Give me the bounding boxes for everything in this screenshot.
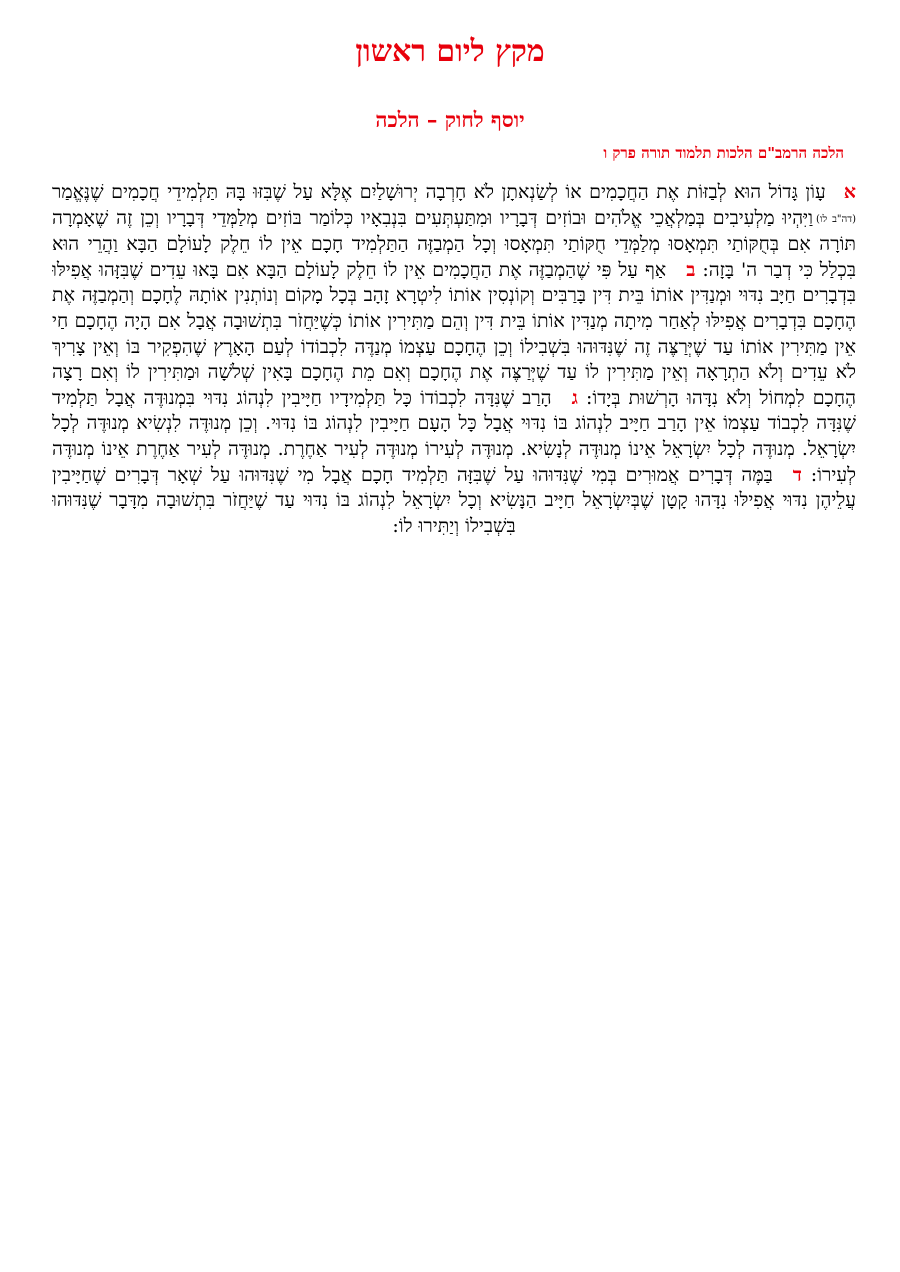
halacha-text-dalet: בַּמֶּה דְּבָרִים אֲמוּרִים בְּמִי שֶׁנִּדּוּהוּ עַל שֶׁבִּזָּה תַּלְמִיד חָכָם אֲבָל מִי שֶׁנִּדּוּהוּ עַל שְׁאָר דְּבָרִים שֶׁחַיָּיבִין עֲלֵיהֶן נִדּוּי אֲפִילּוּ נִדָּהוּ קָטָן שֶׁבְּיִשְׂרָאֵל חַיָּיב הַנָּשִׂיא וְכָל יִשְׂרָאֵל לִנְהוֹג בּוֹ נִדּוּי עַד שֶׁיַּחֲזֹר בִּתְשׁוּבָה מִדָּבָר שֶׁנִּדּוּהוּ בִּשְׁבִילוֹ וְיַתִּירוּ לוֹ: bbox=[52, 463, 856, 537]
source-reference: הלכה הרמב"ם הלכות תלמוד תורה פרק ו bbox=[603, 144, 844, 162]
halacha-marker-aleph: א bbox=[843, 181, 856, 203]
halacha-marker-gimel: ג bbox=[571, 386, 578, 409]
halacha-text-aleph-part1: עָוֹן גָּדוֹל הוּא לְבַזּוֹת אֶת הַחֲכָמִים אוֹ לְשַׂנְאתָן לֹא חָרְבָה יְרוּשָׁלַיִם אֶלָּא עַל שֶׁבִּזּוּ בָּהּ תַּלְמִידֵי חֲכָמִים שֶׁנֶּאֱמַר bbox=[52, 181, 826, 203]
halacha-text-gimel: הָרַב שֶׁנִּדָּה לִכְבוֹדוֹ כָּל תַּלְמִידָיו חַיָּיבִין לִנְהוֹג נִדּוּי בִּמְנוּדֶּה אֲבָל תַּלְמִיד שֶׁנִּדָּה לִכְבוֹד עַצְמוֹ אֵין הָרַב חַיָּיב לִנְהוֹג בּוֹ נִדּוּי אֲבָל כָּל הָעָם חַיָּיבִין לִנְהוֹג בּוֹ נִדּוּי. וְכֵן מְנוּדֶּה לִנְשִׂיא מְנוּדֶּה לְכָל יִשְׂרָאֵל. מְנוּדֶּה לְכָל יִשְׂרָאֵל אֵינוֹ מְנוּדֶּה לְנָשִׂיא. מְנוּדֶּה לְעִירוֹ מְנוּדֶּה לְעִיר אַחֶרֶת. מְנוּדֶּה לְעִיר אַחֶרֶת אֵינוֹ מְנוּדֶּה לְעִירוֹ: bbox=[52, 386, 856, 486]
page-title: מקץ ליום ראשון bbox=[355, 34, 545, 69]
halacha-text-block bbox=[52, 180, 856, 640]
halacha-text-aleph-part2: וַיִּהְיוּ מַלְעִיבִים בְּמַלְאֲכֵי אֱלֹהִים וּבוֹזִים דְּבָרָיו וּמִתַּעְתְּעִים בִּנְבִאָיו כְּלוֹמַר בּוֹזִים מְלַמְּדֵי דְּבָרָיו וְכֵן זֶה שֶׁאָמְרָה תּוֹרָה אִם בְּחֻקּוֹתַי תִּמְאָסוּ מְלַמְּדֵי חֻקּוֹתַי תִּמְאָסוּ וְכָל הַמְבַזֶּה הַתַּלְמִיד חָכָם אֵין לוֹ חֵלֶק לָעוֹלָם הַבָּא וַהֲרֵי הוּא בִּכְלַל כִּי דְבַר ה' בָּזָה: bbox=[52, 206, 856, 281]
verse-reference: (דה"ב לו) bbox=[816, 213, 856, 225]
halacha-marker-bet: ב bbox=[686, 258, 696, 281]
halacha-marker-dalet: ד bbox=[792, 463, 802, 486]
section-subtitle: יוסף לחוק – הלכה bbox=[375, 107, 525, 132]
halacha-text-bet: אַף עַל פִּי שֶׁהַמְבַזֶּה אֶת הַחֲכָמִים אֵין לוֹ חֵלֶק לָעוֹלָם הַבָּא אִם בָּאוּ עֵדִים שֶׁבִּזָּהוּ אֲפִילּוּ בִּדְבָרִים חַיָּב נִדּוּי וּמְנַדִּין אוֹתוֹ בֵּית דִּין בָּרַבִּים וְקוֹנְסִין אוֹתוֹ לִיטְרָא זָהָב בְּכָל מָקוֹם וְנוֹתְנִין אוֹתָהּ לֶחָכָם וְהַמְבַזֶּה אֶת הֶחָכָם בִּדְבָרִים אֲפִילּוּ לְאַחַר מִיתָה מְנַדִּין אוֹתוֹ בֵּית דִּין וְהֵם מַתִּירִין אוֹתוֹ כְּשֶׁיַּחֲזֹר בִּתְשׁוּבָה אֲבָל אִם הָיָה הֶחָכָם חַי אֵין מַתִּירִין אוֹתוֹ עַד שֶׁיְּרַצֶּה זֶה שֶׁנִּדּוּהוּ בִּשְׁבִילוֹ וְכֵן הֶחָכָם עַצְמוֹ מְנַדֶּה לִכְבוֹדוֹ לְעַם הָאָרֶץ שֶׁהִפְקִיר בּוֹ וְאֵין צָרִיךְ לֹא עֵדִים וְלֹא הַתְרָאָה וְאֵין מַתִּירִין לוֹ עַד שֶׁיְּרַצֶּה אֶת הֶחָכָם וְאִם מֵת הֶחָכָם בָּאִין שְׁלשָׁה וּמַתִּירִין לוֹ וְאִם רָצָה הֶחָכָם לִמְחוֹל וְלֹא נִדָּהוּ הָרְשׁוּת בְּיָדוֹ: bbox=[52, 258, 856, 409]
